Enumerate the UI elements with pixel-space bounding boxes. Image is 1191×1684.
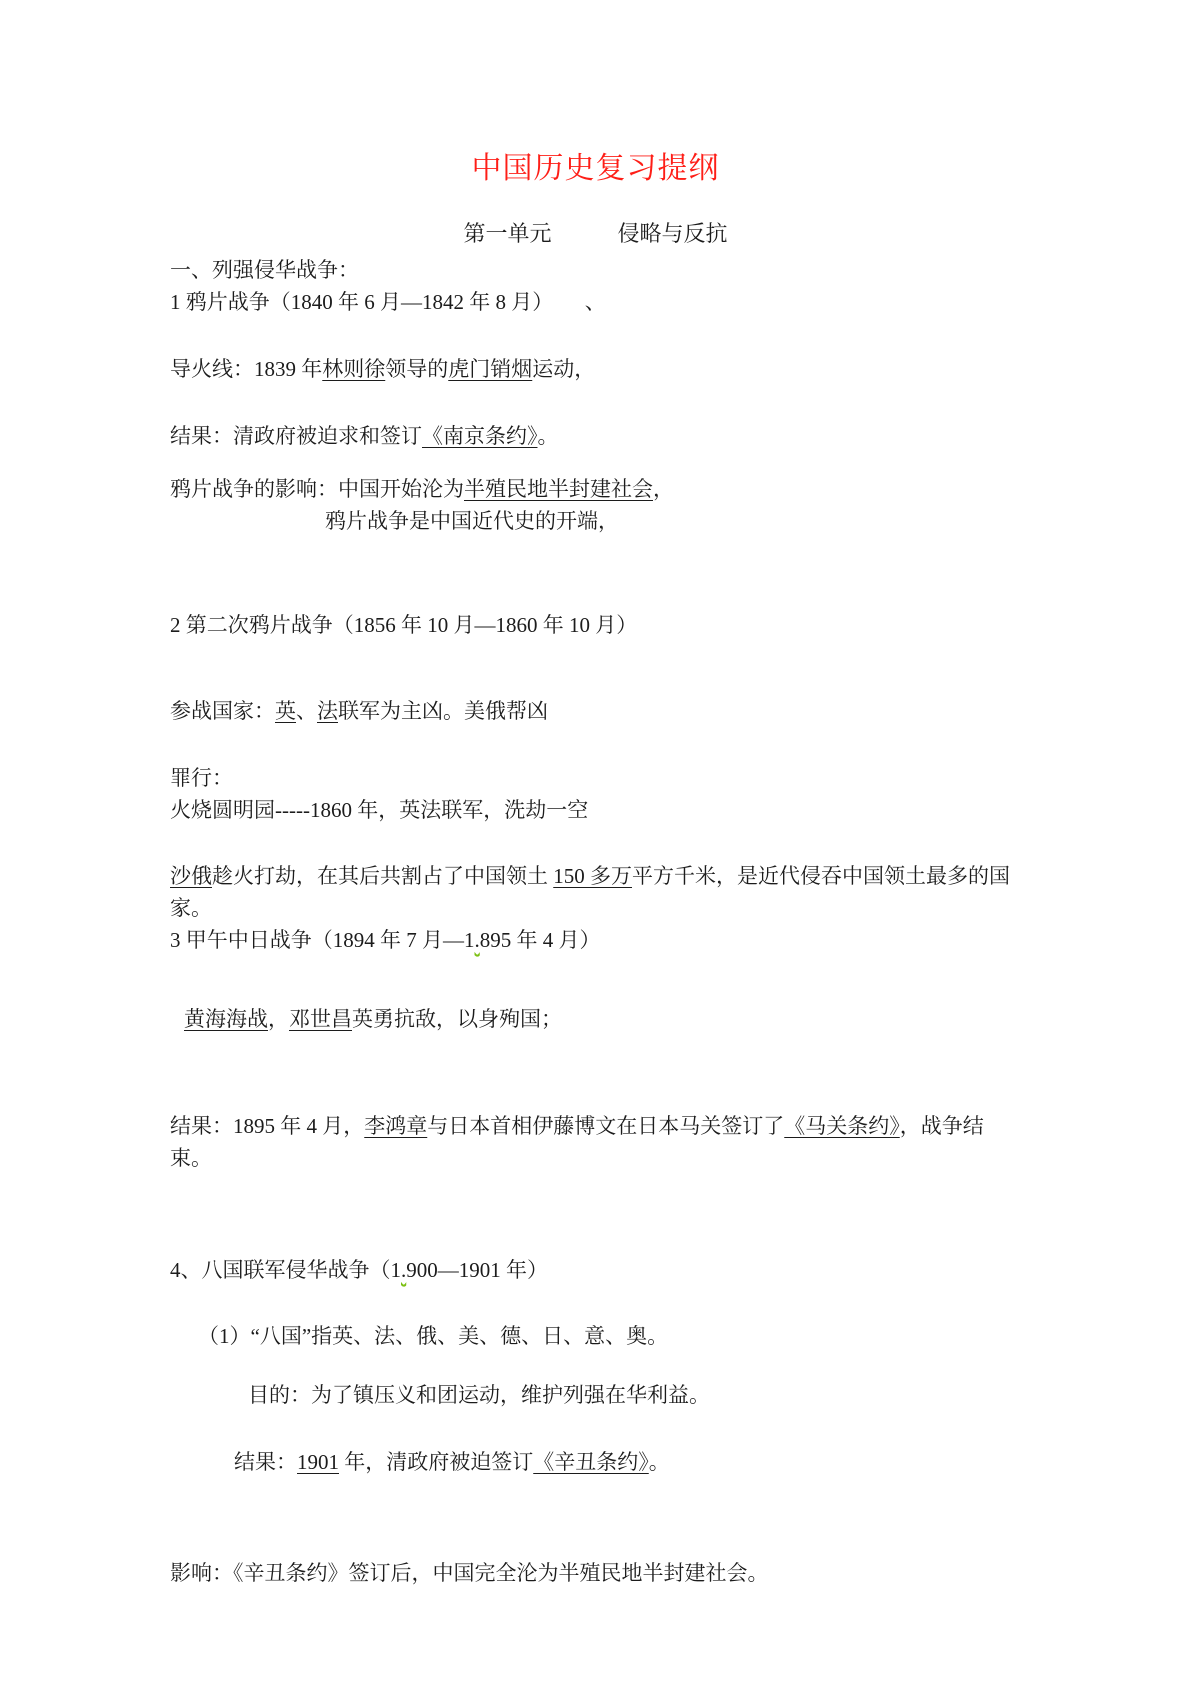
text-run: 2 第二次鸦片战争（1856 年 10 月—1860 年 10 月） xyxy=(170,613,638,637)
underlined-run: 《辛丑条约》 xyxy=(533,1450,649,1474)
text-run: 导火线：1839 年 xyxy=(170,357,323,381)
text-run: 影响：《辛丑条约》签订后，中国完全沦为半殖民地半封建社会。 xyxy=(170,1561,769,1585)
unit-heading: 第一单元 侵略与反抗 xyxy=(463,221,728,246)
underlined-run: 李鸿章 xyxy=(364,1114,428,1138)
underlined-run: 150 多万 xyxy=(553,864,632,888)
underlined-run: 法 xyxy=(317,699,338,723)
text-run: 结果： xyxy=(234,1450,297,1474)
text-run: 平方千米，是近代侵吞中国领土最多的国家。 xyxy=(170,864,1010,920)
text-run: 。 xyxy=(648,1450,670,1474)
text-run: 鸦片战争是中国近代史的开端， xyxy=(325,509,619,533)
doc-line xyxy=(170,860,1021,924)
spellcheck-run: . xyxy=(474,928,480,952)
underlined-run: 虎门销烟 xyxy=(448,357,533,381)
text-run: 结果：1895 年 4 月， xyxy=(170,1114,365,1138)
text-run: 900—1901 年） xyxy=(406,1258,548,1282)
doc-line xyxy=(170,609,1021,641)
text-run: 参战国家： xyxy=(170,699,275,723)
doc-line xyxy=(170,1254,1021,1286)
text-run: 领导的 xyxy=(385,357,449,381)
text-run: 3 甲午中日战争（1894 年 7 月—1 xyxy=(170,928,475,952)
underlined-run: 黄海海战 xyxy=(184,1007,268,1031)
text-run: 。 xyxy=(537,424,559,448)
doc-line xyxy=(170,695,1021,727)
spellcheck-run: . xyxy=(401,1258,407,1282)
text-run: （1）“八国”指英、法、俄、美、德、日、意、奥。 xyxy=(198,1324,669,1348)
underlined-run: 沙俄 xyxy=(170,864,212,888)
text-run: 火烧圆明园-----1860 年，英法联军，洗劫一空 xyxy=(170,798,589,822)
underlined-run: 《南京条约》 xyxy=(422,424,538,448)
doc-line xyxy=(170,924,1021,956)
text-run: 联军为主凶。美俄帮凶 xyxy=(338,699,548,723)
text-run: 结果：清政府被迫求和签订 xyxy=(170,424,422,448)
text-run: 与日本首相伊藤博文在日本马关签订了 xyxy=(427,1114,785,1138)
text-run: 、 xyxy=(296,699,317,723)
doc-line xyxy=(170,762,1021,794)
text-run: 罪行： xyxy=(170,766,233,790)
doc-line xyxy=(170,286,1021,318)
doc-line xyxy=(170,1557,1021,1589)
doc-line xyxy=(198,1320,1021,1352)
document-content xyxy=(170,143,1021,1589)
text-run: 年，清政府被迫签订 xyxy=(339,1450,534,1474)
text-run: 1 鸦片战争（1840 年 6 月—1842 年 8 月） 、 xyxy=(170,290,606,314)
doc-line xyxy=(234,1446,1021,1478)
text-run: ，战争结束。 xyxy=(170,1114,984,1170)
text-run: 895 年 4 月） xyxy=(479,928,601,952)
page-title: 中国历史复习提纲 xyxy=(471,152,720,185)
doc-line xyxy=(184,1003,1021,1035)
document-body xyxy=(170,254,1021,1589)
doc-line xyxy=(170,353,1021,385)
text-run: ， xyxy=(268,1007,289,1031)
text-run: 运动， xyxy=(532,357,596,381)
underlined-run: 林则徐 xyxy=(322,357,386,381)
underlined-run: 半殖民地半封建社会 xyxy=(464,477,653,501)
text-run: 4、八国联军侵华战争（1 xyxy=(170,1258,401,1282)
doc-line xyxy=(170,420,1021,452)
doc-line xyxy=(170,794,1021,826)
text-run: 一、列强侵华战争： xyxy=(170,258,359,282)
text-run: 趁火打劫，在其后共割占了中国领土 xyxy=(212,864,554,888)
underlined-run: 邓世昌 xyxy=(289,1007,352,1031)
text-run: ， xyxy=(653,477,674,501)
text-run: 目的：为了镇压义和团运动，维护列强在华利益。 xyxy=(248,1383,710,1407)
underlined-run: 《马关条约》 xyxy=(784,1114,900,1138)
doc-line xyxy=(325,505,1021,537)
underlined-run: 1901 xyxy=(297,1450,339,1474)
doc-line xyxy=(170,473,1021,505)
text-run: 英勇抗敌，以身殉国； xyxy=(352,1007,562,1031)
doc-line xyxy=(170,1110,1021,1174)
underlined-run: 英 xyxy=(275,699,296,723)
doc-line xyxy=(248,1379,1021,1411)
text-run: 鸦片战争的影响：中国开始沦为 xyxy=(170,477,464,501)
doc-line xyxy=(170,254,1021,286)
